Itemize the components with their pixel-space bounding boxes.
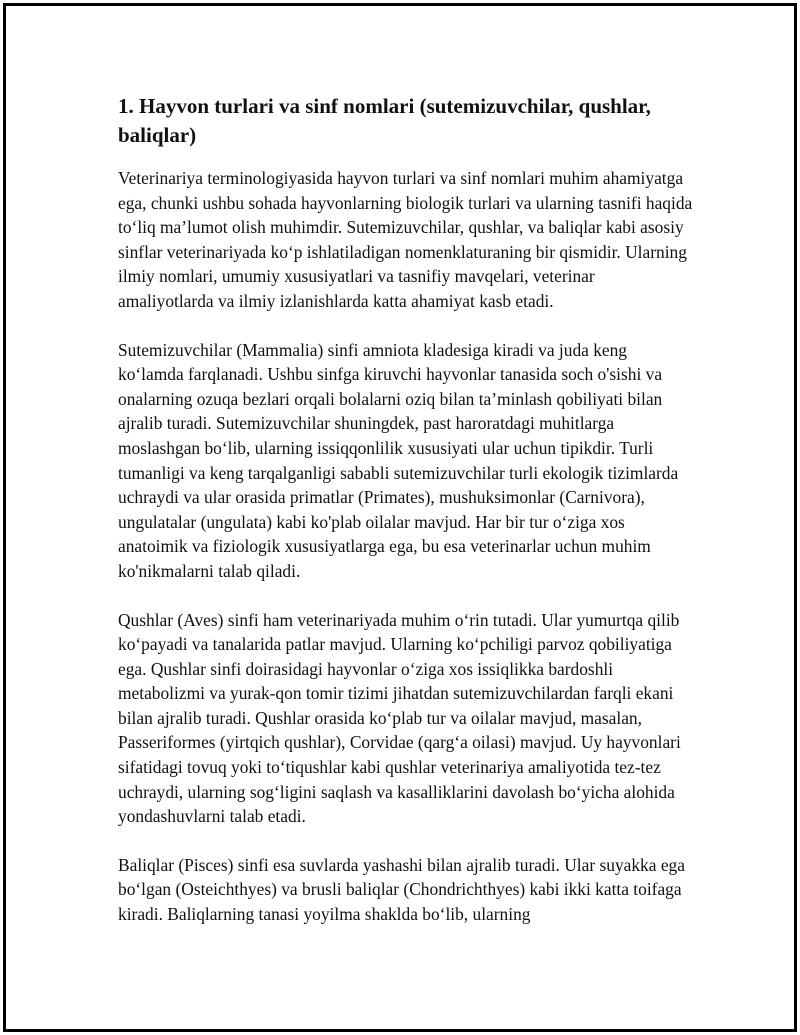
section-heading: 1. Hayvon turlari va sinf nomlari (sutemizuvchilar, qushlar, baliqlar) <box>118 94 651 147</box>
paragraph-fish: Baliqlar (Pisces) sinfi esa suvlarda yashashi bilan ajralib turadi. Ular suyakka ega bo‘lgan (Osteichthyes) va brusli baliqlar (Chondrichthyes) kabi ikki katta toifaga kiradi. Baliqlarning tanasi yoyilma shaklda bo‘lib, ularning <box>118 854 685 925</box>
document-body <box>118 92 693 951</box>
paragraph-birds: Qushlar (Aves) sinfi ham veterinariyada muhim o‘rin tutadi. Ular yumurtqa qilib ko‘payadi va tanalarida patlar mavjud. Ularning ko‘pchiligi parvoz qobiliyatiga ega. Qushlar sinfi doirasidagi hayvonlar o‘ziga xos issiqlikka bardoshli metabolizmi va yurak-qon tomir tizimi jihatdan sutemizuvchilardan farqli ekani bilan ajralib turadi. Qushlar orasida ko‘plab tur va oilalar mavjud, masalan, Passeriformes (yirtqich qushlar), Corvidae (qarg‘a oilasi) mavjud. Uy hayvonlari sifatidagi tovuq yoki to‘tiqushlar kabi qushlar veterinariya amaliyotida tez-tez uchraydi, ularning sog‘ligini saqlash va kasalliklarini davolash bo‘yicha alohida yondashuvlarni talab etadi. <box>118 609 681 827</box>
paragraph-mammals: Sutemizuvchilar (Mammalia) sinfi amniota kladesiga kiradi va juda keng ko‘lamda farqlanadi. Ushbu sinfga kiruvchi hayvonlar tanasida soch o'sishi va onalarning ozuqa bezlari orqali bolalarni oziq bilan ta’minlash qobiliyati bilan ajralib turadi. Sutemizuvchilar shuningdek, past haroratdagi muhitlarga moslashgan bo‘lib, ularning issiqqonlilik xususiyati ular uchun tipikdir. Turli tumanligi va keng tarqalganligi sababli sutemizuvchilar turli ekologik tizimlarda uchraydi va ular orasida primatlar (Primates), mushuksimonlar (Carnivora), ungulatalar (ungulata) kabi ko'plab oilalar mavjud. Har bir tur o‘ziga xos anatoimik va fiziologik xususiyatlarga ega, bu esa veterinarlar uchun muhim ko'nikmalarni talab qiladi. <box>118 339 679 581</box>
paragraph-intro: Veterinariya terminologiyasida hayvon turlari va sinf nomlari muhim ahamiyatga ega, chunki ushbu sohada hayvonlarning biologik turlari va ularning tasnifi haqida to‘liq ma’lumot olish muhimdir. Sutemizuvchilar, qushlar, va baliqlar kabi asosiy sinflar veterinariyada ko‘p ishlatiladigan nomenklaturaning bir qismidir. Ularning ilmiy nomlari, umumiy xususiyatlari va tasnifiy mavqelari, veterinar amaliyotlarda va ilmiy izlanishlarda katta ahamiyat kasb etadi. <box>118 168 693 311</box>
